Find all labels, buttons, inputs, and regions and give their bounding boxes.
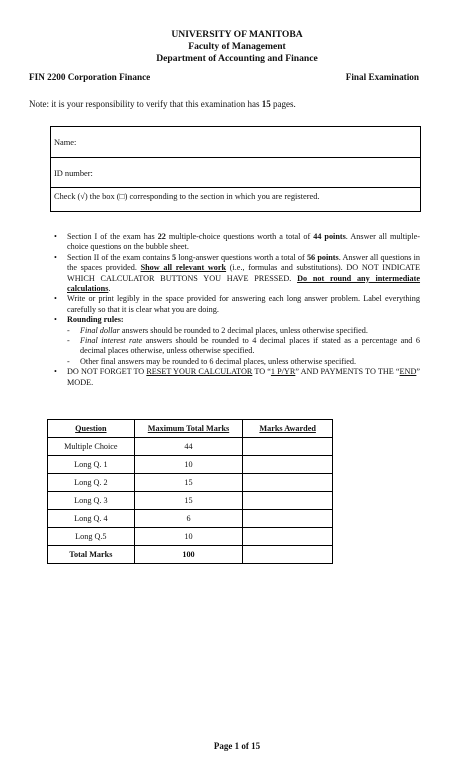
marks-awarded-cell <box>243 528 333 546</box>
table-row: Long Q. 3 15 <box>48 492 333 510</box>
marks-awarded-cell <box>243 456 333 474</box>
divider <box>51 157 420 158</box>
divider <box>51 187 420 188</box>
course-row <box>29 72 419 82</box>
marks-table <box>47 419 333 564</box>
instruction-rounding <box>54 315 420 367</box>
course-title: FIN 2200 Corporation Finance <box>29 72 151 82</box>
rounding-rule-dollar: - Final dollar answers should be rounded to 2 decimal places, unless otherwise specified. <box>67 326 420 336</box>
instruction-legibility: • Write or print legibly in the space provided for answering each long answer problem. Label everything carefully so that it is clear what you are doing. <box>54 294 420 315</box>
rounding-list <box>67 326 420 368</box>
table-row: Multiple Choice 44 <box>48 438 333 456</box>
marks-awarded-cell <box>243 474 333 492</box>
department-title: Department of Accounting and Finance <box>156 53 318 64</box>
instruction-section-1: • Section I of the exam has 22 multiple-choice questions worth a total of 44 points. Answer all multiple-choice questions on the bubble sheet. <box>54 232 420 253</box>
marks-awarded-cell <box>243 546 333 564</box>
rounding-title: Rounding rules: <box>67 315 124 325</box>
page-footer: Page 1 of 15 <box>213 741 261 751</box>
page-count: 15 <box>261 99 271 109</box>
exam-title: Final Examination <box>345 72 419 82</box>
student-info-box <box>50 126 421 212</box>
section-check-label: Check (√) the box (□) corresponding to the section in which you are registered. <box>54 192 320 201</box>
table-row: Long Q. 1 10 <box>48 456 333 474</box>
university-title: UNIVERSITY OF MANITOBA <box>171 29 303 40</box>
marks-awarded-cell <box>243 492 333 510</box>
table-row: Long Q. 4 6 <box>48 510 333 528</box>
rounding-rule-interest: - Final interest rate answers should be rounded to 4 decimal places if stated as a percentage and 6 decimal places otherwise, unless otherwise specified. <box>67 336 420 357</box>
faculty-title: Faculty of Management <box>188 41 286 52</box>
marks-awarded-cell <box>243 438 333 456</box>
table-row: Long Q.5 10 <box>48 528 333 546</box>
rounding-rule-other: - Other final answers may be rounded to 6 decimal places, unless otherwise specified. <box>67 357 420 367</box>
name-label: Name: <box>54 138 77 147</box>
table-header-row <box>48 420 333 438</box>
instruction-section-2: • Section II of the exam contains 5 long-answer questions worth a total of 56 points. Answer all questions in the spaces provided. Show all relevant work (i.e., formulas and substitutions). DO NOT INDICATE WHICH CALCULATOR BUTTONS YOU HAVE PRESSED. Do not round any intermediate calculations. <box>54 253 420 295</box>
header-max-marks: Maximum Total Marks <box>134 420 243 438</box>
header-question: Question <box>48 420 135 438</box>
header-marks-awarded: Marks Awarded <box>243 420 333 438</box>
marks-awarded-cell <box>243 510 333 528</box>
page-count-note: Note: it is your responsibility to verify that this examination has 15 pages. <box>29 99 296 109</box>
instruction-calculator: • DO NOT FORGET TO RESET YOUR CALCULATOR TO “1 P/YR” AND PAYMENTS TO THE “END” MODE. <box>54 367 420 388</box>
table-row: Long Q. 2 15 <box>48 474 333 492</box>
instructions-list <box>54 232 420 388</box>
table-total-row: Total Marks 100 <box>48 546 333 564</box>
id-label: ID number: <box>54 169 93 178</box>
